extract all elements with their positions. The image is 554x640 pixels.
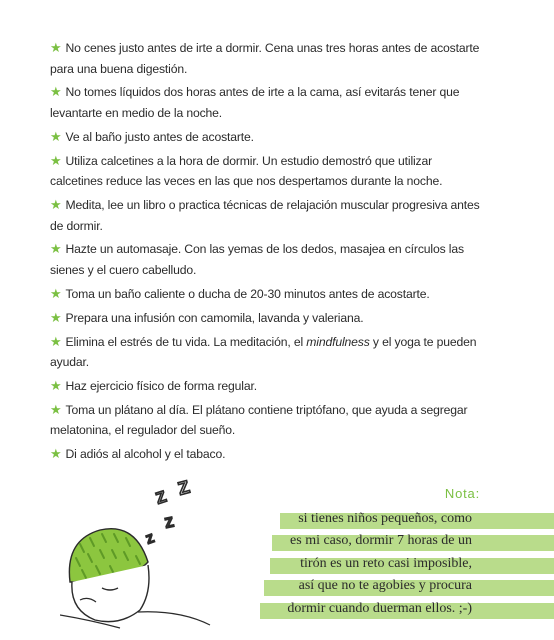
svg-text:Z: Z — [175, 476, 192, 499]
tip-emphasis: mindfulness — [306, 334, 370, 349]
tip-item — [50, 151, 482, 192]
tips-list — [50, 38, 482, 468]
tip-item — [50, 376, 482, 397]
tip-text: Prepara una infusión con camomila, lavanda y valeriana. — [65, 310, 364, 325]
star-icon: ★ — [50, 152, 62, 168]
star-icon: ★ — [50, 333, 62, 349]
tip-text: Medita, lee un libro o practica técnicas de relajación muscular progresiva antes de dormir. — [50, 198, 480, 233]
note-line-text: dormir cuando duerman ellos. ;-) — [287, 600, 472, 616]
star-icon: ★ — [50, 285, 62, 301]
tip-item — [50, 127, 482, 148]
tip-item — [50, 239, 482, 280]
note-line — [258, 577, 554, 599]
star-icon: ★ — [50, 378, 62, 394]
note-line-text: es mi caso, dormir 7 horas de un — [290, 533, 472, 549]
tip-text: Di adiós al alcohol y el tabaco. — [65, 447, 226, 462]
star-icon: ★ — [50, 446, 62, 462]
star-icon: ★ — [50, 401, 62, 417]
tip-text: Ve al baño justo antes de acostarte. — [65, 129, 254, 144]
tip-item — [50, 400, 482, 441]
svg-text:Z: Z — [163, 513, 175, 531]
star-icon: ★ — [50, 197, 62, 213]
tip-item — [50, 308, 482, 329]
tip-text: No cenes justo antes de irte a dormir. Cena unas tres horas antes de acostarte para una buena digestión. — [50, 41, 480, 76]
note-line — [258, 532, 554, 554]
tip-item — [50, 332, 482, 373]
note-line-text: si tienes niños pequeños, como — [298, 511, 472, 526]
note-line — [258, 555, 554, 577]
svg-text:Z: Z — [144, 531, 156, 547]
tip-item — [50, 195, 482, 236]
sleeping-child-illustration — [60, 470, 245, 630]
tip-item — [50, 38, 482, 79]
tip-text: Toma un baño caliente o ducha de 20-30 minutos antes de acostarte. — [65, 286, 430, 301]
tip-text-after: y el yoga te pueden ayudar. — [50, 334, 477, 370]
note-title: Nota: — [444, 486, 480, 501]
svg-text:Z: Z — [153, 488, 169, 508]
star-icon: ★ — [50, 128, 62, 144]
star-icon: ★ — [50, 84, 62, 100]
tip-item — [50, 444, 482, 465]
note-line-text: tirón es un reto casi imposible, — [300, 555, 472, 571]
tip-text: Hazte un automasaje. Con las yemas de los dedos, masajea en círculos las sienes y el cuero cabelludo. — [50, 242, 464, 277]
tip-item — [50, 284, 482, 305]
sleep-z-icon — [144, 477, 191, 547]
note-line — [258, 600, 554, 622]
star-icon: ★ — [50, 309, 62, 325]
tip-item — [50, 82, 482, 123]
tip-text: Utiliza calcetines a la hora de dormir. Un estudio demostró que utilizar calcetines reduce las veces en las que nos despertamos durante la noche. — [50, 153, 443, 189]
tip-text: Haz ejercicio físico de forma regular. — [65, 379, 257, 394]
tip-text: Toma un plátano al día. El plátano contiene triptófano, que ayuda a segregar melatonina, el regulador del sueño. — [50, 402, 468, 438]
tip-text: No tomes líquidos dos horas antes de irte a la cama, así evitarás tener que levantarte en medio de la noche. — [50, 85, 460, 120]
note-box — [258, 510, 554, 622]
star-icon: ★ — [50, 241, 62, 257]
tip-text: Elimina el estrés de tu vida. La meditación, el — [65, 334, 307, 349]
note-line — [258, 510, 554, 532]
note-line-text: así que no te agobies y procura — [298, 578, 472, 594]
star-icon: ★ — [50, 40, 62, 55]
